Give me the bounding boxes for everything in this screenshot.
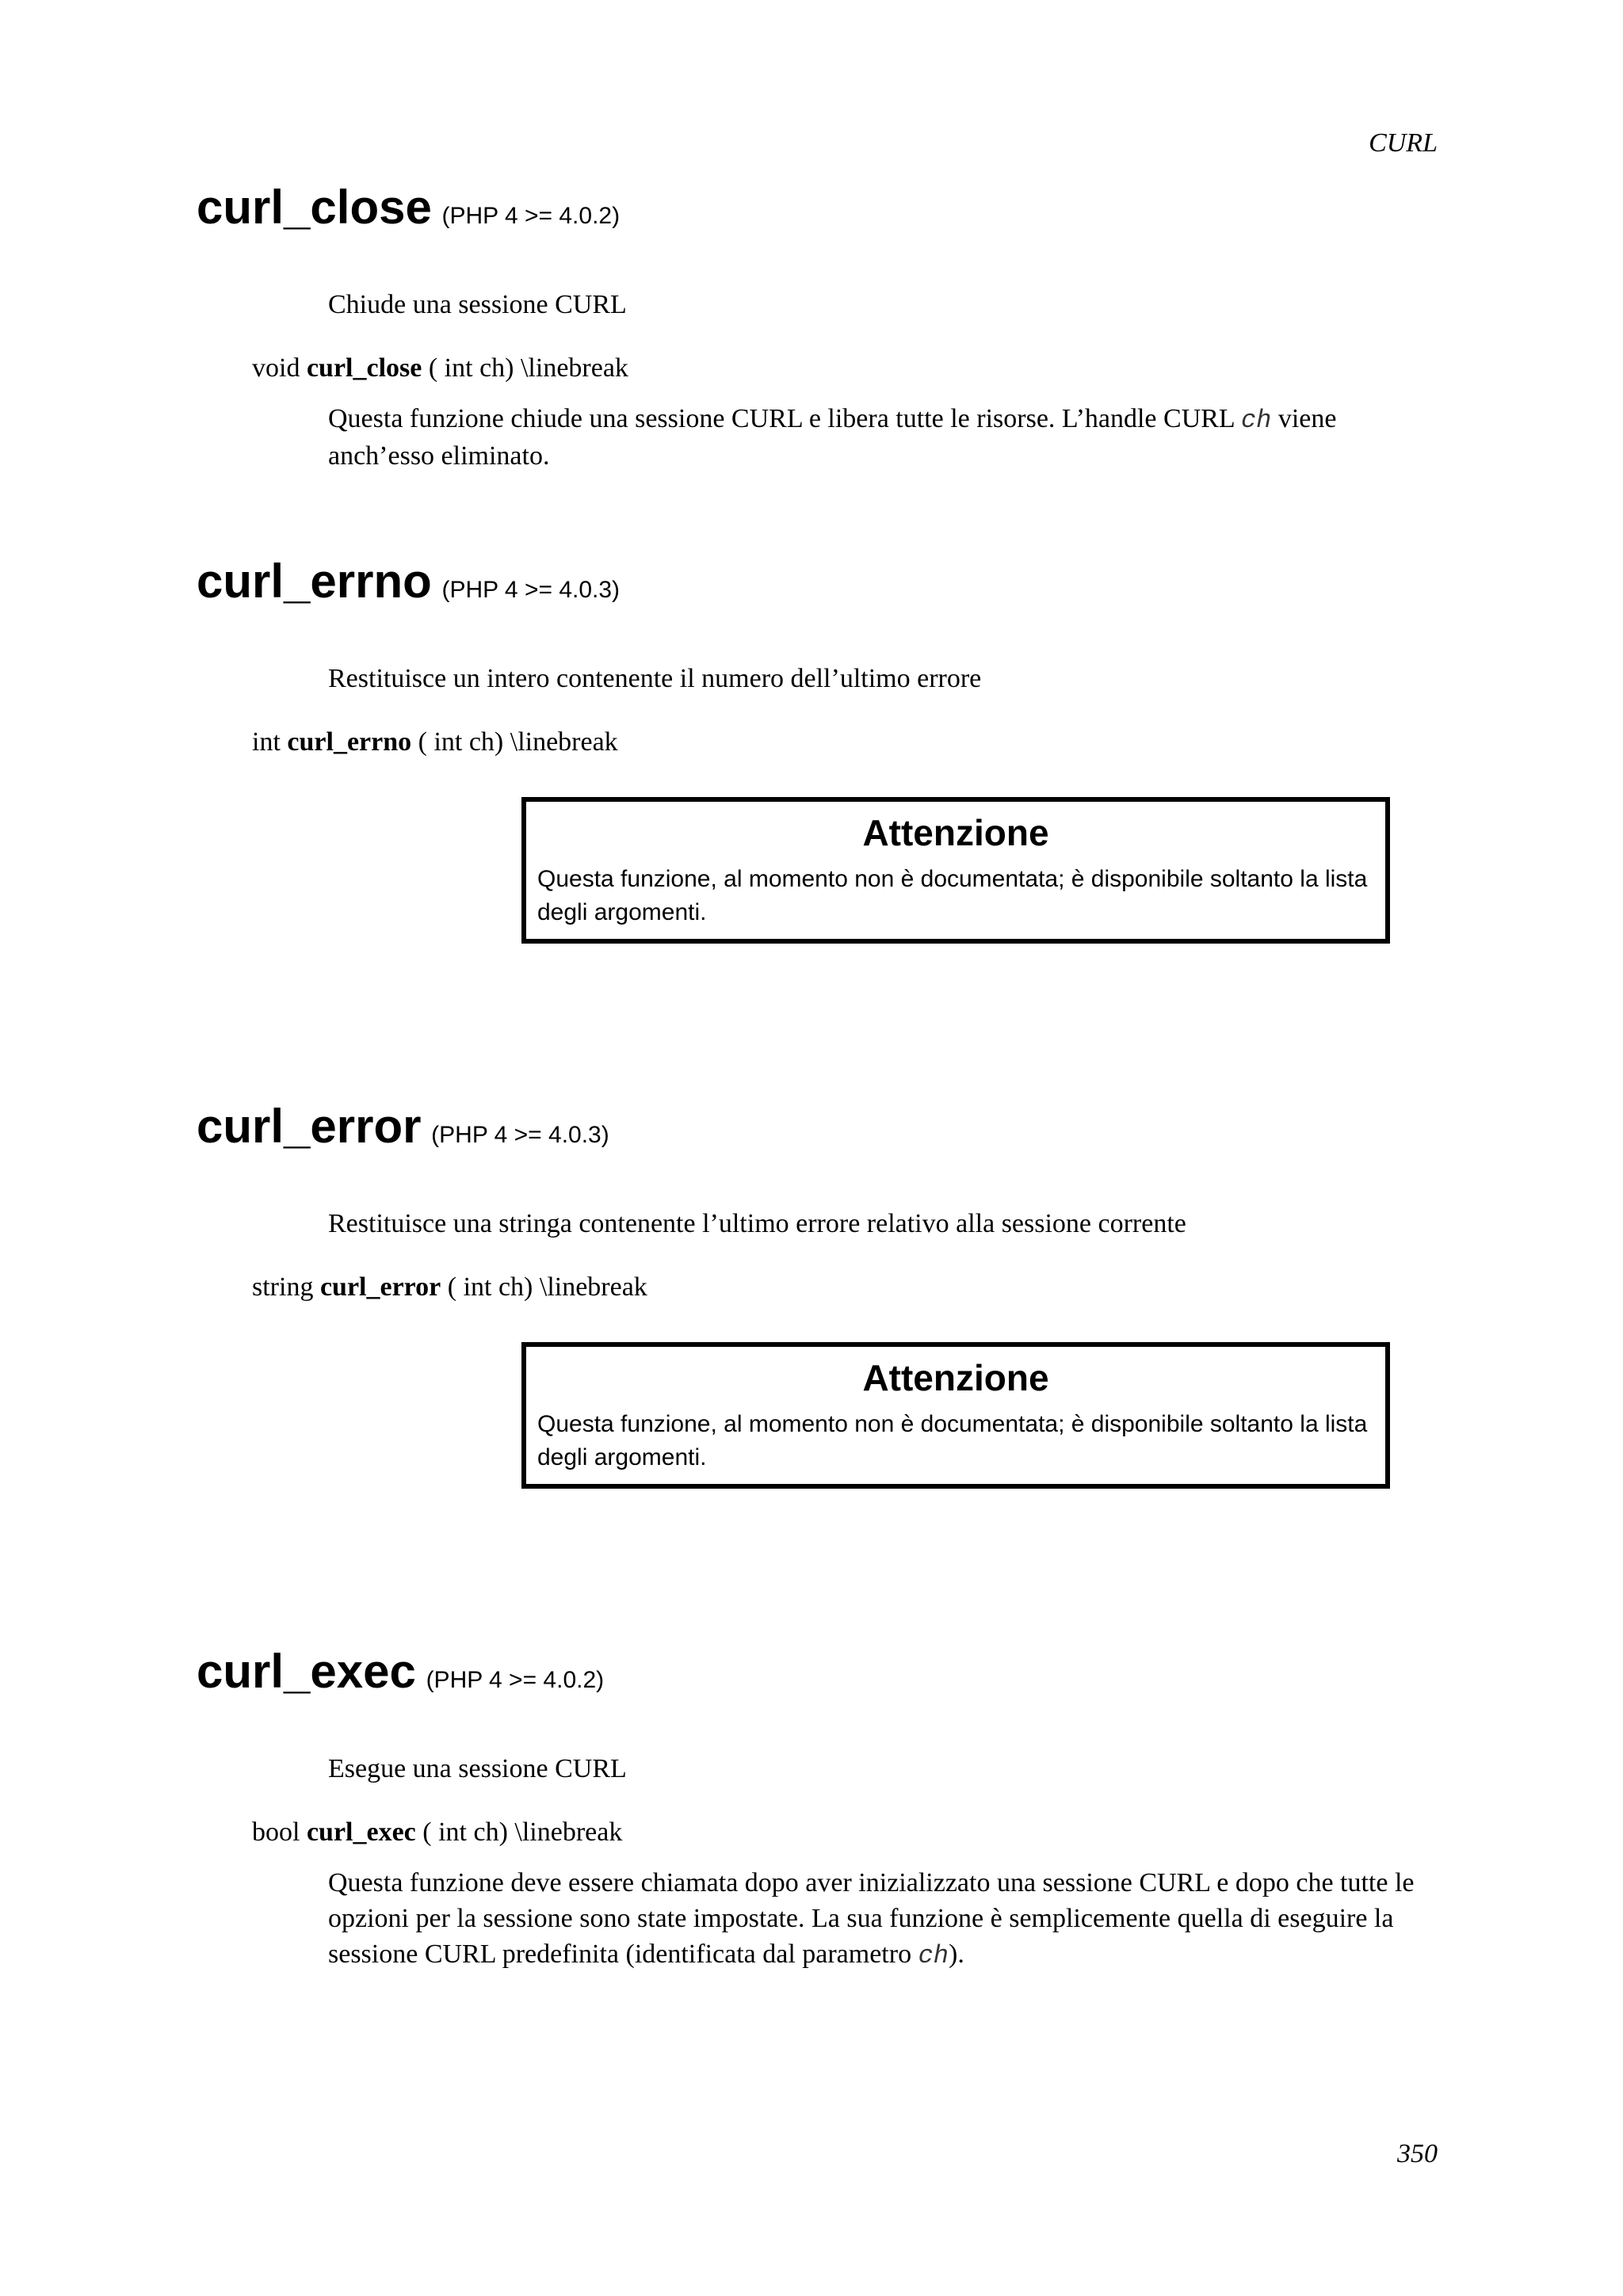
function-synopsis [252, 727, 618, 757]
description-text: Questa funzione deve essere chiamata dopo aver inizializzato una sessione CURL e dopo che tutte le opzioni per la sessione sono state impostate. La sua funzione è semplicemente quella di eseguire la sessione CURL predefinita (identificata dal parametro [328, 1868, 1415, 1969]
return-type: bool [252, 1817, 300, 1847]
warning-title: Attenzione [862, 1357, 1049, 1398]
function-description [328, 1865, 1438, 1974]
function-entry-curl-errno [197, 555, 1441, 954]
synopsis-params: ( int ch) \linebreak [415, 1817, 623, 1847]
function-name: curl_close [197, 181, 432, 234]
synopsis-params: ( int ch) \linebreak [422, 353, 628, 383]
function-title [197, 555, 1441, 608]
page-number: 350 [1397, 2139, 1438, 2168]
synopsis-function-name: curl_errno [287, 727, 412, 757]
description-text: Questa funzione chiude una sessione CURL e libera tutte le risorse. L’handle CURL [328, 404, 1241, 433]
function-title [197, 1100, 1441, 1153]
return-type: void [252, 353, 300, 383]
function-synopsis [252, 1817, 622, 1848]
return-type: string [252, 1272, 314, 1302]
function-entry-curl-close [197, 181, 1441, 485]
synopsis-function-name: curl_error [319, 1272, 441, 1302]
running-header: CURL [1369, 128, 1438, 158]
synopsis-params: ( int ch) \linebreak [411, 727, 618, 757]
synopsis-params: ( int ch) \linebreak [441, 1272, 647, 1302]
warning-box [521, 1342, 1390, 1489]
php-version: (PHP 4 >= 4.0.2) [426, 1667, 605, 1693]
warning-text: Questa funzione, al momento non è documentata; è disponibile soltanto la lista degli argomenti. [537, 1410, 1368, 1470]
parameter-ch: ch [918, 1941, 949, 1970]
function-purpose: Restituisce un intero contenente il numero dell’ultimo errore [328, 664, 982, 693]
function-entry-curl-error [197, 1100, 1441, 1499]
function-name: curl_error [197, 1100, 422, 1153]
function-entry-curl-exec [197, 1645, 1441, 2004]
description-text-end: ). [949, 1939, 964, 1969]
parameter-ch: ch [1240, 406, 1272, 435]
function-title [197, 181, 1441, 234]
synopsis-function-name: curl_close [306, 353, 422, 383]
synopsis-function-name: curl_exec [306, 1817, 416, 1847]
php-version: (PHP 4 >= 4.0.3) [431, 1122, 609, 1148]
return-type: int [252, 727, 281, 757]
function-synopsis [252, 1272, 647, 1302]
function-synopsis [252, 353, 628, 383]
warning-box [521, 797, 1390, 944]
function-title [197, 1645, 1441, 1698]
function-name: curl_errno [197, 555, 432, 608]
function-purpose: Restituisce una stringa contenente l’ultimo errore relativo alla sessione corrente [328, 1209, 1186, 1238]
function-purpose: Chiude una sessione CURL [328, 290, 627, 319]
php-version: (PHP 4 >= 4.0.3) [441, 577, 621, 603]
function-purpose: Esegue una sessione CURL [328, 1754, 627, 1783]
warning-title: Attenzione [862, 812, 1049, 853]
function-description [328, 401, 1438, 474]
function-name: curl_exec [197, 1645, 416, 1698]
warning-text: Questa funzione, al momento non è documentata; è disponibile soltanto la lista degli argomenti. [537, 865, 1368, 925]
php-version: (PHP 4 >= 4.0.2) [441, 203, 621, 229]
description-text-end: viene anch’esso eliminato. [328, 404, 1337, 471]
